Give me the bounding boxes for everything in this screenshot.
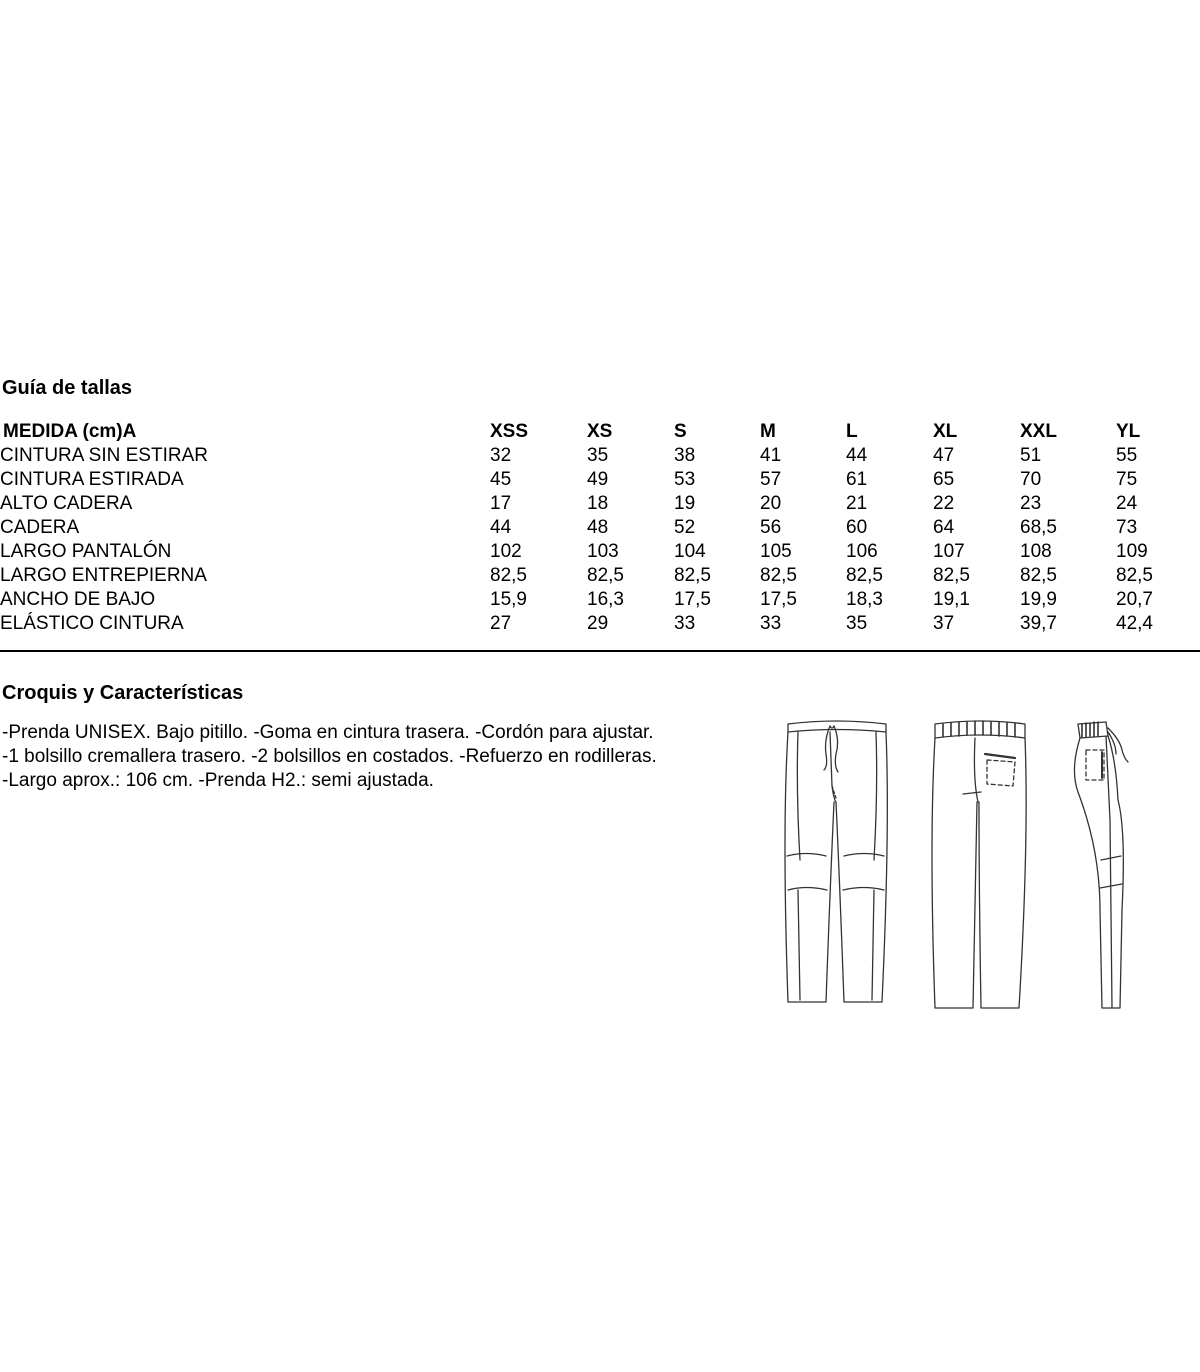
size-header: XXL	[1020, 421, 1057, 442]
measure-value: 82,5	[490, 565, 527, 586]
measure-value: 82,5	[1116, 565, 1153, 586]
measure-label: CINTURA ESTIRADA	[0, 469, 184, 490]
measure-value: 22	[933, 493, 955, 514]
measure-value: 105	[760, 541, 792, 562]
measure-value: 82,5	[1020, 565, 1057, 586]
measure-value: 65	[933, 469, 955, 490]
measure-label: ANCHO DE BAJO	[0, 589, 156, 610]
measure-value: 35	[587, 445, 609, 466]
measure-value: 33	[760, 613, 782, 634]
measure-value: 68,5	[1020, 517, 1057, 538]
measure-value: 23	[1020, 493, 1042, 514]
measure-value: 21	[846, 493, 868, 514]
measure-value: 47	[933, 445, 955, 466]
size-guide-title: Guía de tallas	[2, 377, 133, 399]
measure-value: 75	[1116, 469, 1138, 490]
measure-value: 44	[490, 517, 512, 538]
measure-value: 38	[674, 445, 696, 466]
size-header: M	[760, 421, 776, 442]
sketch-section-title: Croquis y Características	[2, 682, 244, 704]
measure-value: 33	[674, 613, 696, 634]
measure-label: CADERA	[0, 517, 80, 538]
size-header: L	[846, 421, 858, 442]
measure-value: 27	[490, 613, 512, 634]
measure-value: 61	[846, 469, 868, 490]
measure-value: 45	[490, 469, 512, 490]
measure-value: 82,5	[846, 565, 883, 586]
measure-value: 82,5	[933, 565, 970, 586]
measure-value: 82,5	[674, 565, 711, 586]
size-header: S	[674, 421, 687, 442]
measure-value: 18	[587, 493, 609, 514]
size-header: XS	[587, 421, 613, 442]
measure-value: 82,5	[587, 565, 624, 586]
size-header: YL	[1116, 421, 1141, 442]
measure-value: 44	[846, 445, 868, 466]
measure-header: MEDIDA (cm)A	[3, 421, 137, 442]
table-row	[0, 612, 1200, 636]
measure-value: 70	[1020, 469, 1042, 490]
size-header: XL	[933, 421, 958, 442]
measure-value: 64	[933, 517, 955, 538]
measure-value: 103	[587, 541, 619, 562]
measure-value: 17,5	[674, 589, 711, 610]
measure-value: 20	[760, 493, 782, 514]
table-row	[0, 444, 1200, 468]
measure-value: 82,5	[760, 565, 797, 586]
table-row	[0, 492, 1200, 516]
size-table-header-row	[0, 420, 1200, 444]
section-divider	[0, 650, 1200, 652]
measure-value: 32	[490, 445, 512, 466]
table-row	[0, 540, 1200, 564]
measure-value: 17,5	[760, 589, 797, 610]
measure-value: 73	[1116, 517, 1138, 538]
measure-value: 17	[490, 493, 512, 514]
measure-value: 35	[846, 613, 868, 634]
measure-label: CINTURA SIN ESTIRAR	[0, 445, 208, 466]
pants-technical-drawing-icon	[770, 710, 1170, 1020]
measure-value: 41	[760, 445, 782, 466]
measure-value: 56	[760, 517, 782, 538]
measure-value: 16,3	[587, 589, 624, 610]
measure-value: 104	[674, 541, 706, 562]
measure-value: 15,9	[490, 589, 527, 610]
measure-label: ELÁSTICO CINTURA	[0, 613, 184, 634]
table-row	[0, 516, 1200, 540]
features-list	[2, 721, 657, 793]
measure-value: 48	[587, 517, 609, 538]
measure-value: 39,7	[1020, 613, 1057, 634]
table-row	[0, 468, 1200, 492]
measure-label: LARGO PANTALÓN	[0, 541, 172, 562]
measure-label: ALTO CADERA	[0, 493, 133, 514]
measure-value: 108	[1020, 541, 1052, 562]
measure-value: 107	[933, 541, 965, 562]
feature-line: -Largo aprox.: 106 cm. -Prenda H2.: semi ajustada.	[2, 770, 434, 791]
measure-value: 102	[490, 541, 522, 562]
measure-value: 20,7	[1116, 589, 1153, 610]
measure-value: 29	[587, 613, 609, 634]
measure-value: 53	[674, 469, 696, 490]
measure-label: LARGO ENTREPIERNA	[0, 565, 207, 586]
table-row	[0, 564, 1200, 588]
measure-value: 55	[1116, 445, 1138, 466]
size-header: XSS	[490, 421, 529, 442]
size-table	[0, 420, 1200, 636]
measure-value: 19,1	[933, 589, 970, 610]
pants-front-view-icon	[785, 721, 887, 1002]
measure-value: 19,9	[1020, 589, 1057, 610]
measure-value: 19	[674, 493, 696, 514]
measure-value: 42,4	[1116, 613, 1153, 634]
measure-value: 106	[846, 541, 878, 562]
pants-side-view-icon	[1074, 722, 1128, 1008]
measure-value: 24	[1116, 493, 1138, 514]
measure-value: 18,3	[846, 589, 883, 610]
feature-line: -Prenda UNISEX. Bajo pitillo. -Goma en cintura trasera. -Cordón para ajustar.	[2, 722, 654, 743]
measure-value: 57	[760, 469, 782, 490]
measure-value: 51	[1020, 445, 1042, 466]
pants-back-view-icon	[932, 721, 1026, 1008]
measure-value: 52	[674, 517, 696, 538]
table-row	[0, 588, 1200, 612]
measure-value: 37	[933, 613, 955, 634]
feature-line: -1 bolsillo cremallera trasero. -2 bolsillos en costados. -Refuerzo en rodilleras.	[2, 746, 657, 767]
measure-value: 49	[587, 469, 609, 490]
measure-value: 109	[1116, 541, 1148, 562]
measure-value: 60	[846, 517, 868, 538]
